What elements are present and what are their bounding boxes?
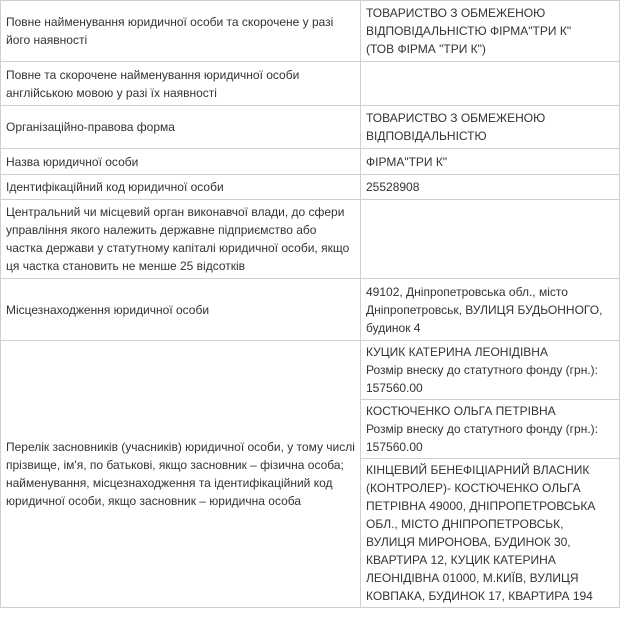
table-row	[1, 106, 620, 149]
address-value: 49102, Дніпропетровська обл., місто Дніпропетровськ, ВУЛИЦЯ БУДЬОННОГО, будинок 4	[361, 279, 620, 341]
table-row	[1, 1, 620, 62]
beneficiary-text: КІНЦЕВИЙ БЕНЕФІЦІАРНИЙ ВЛАСНИК (КОНТРОЛЕР)- КОСТЮЧЕНКО ОЛЬГА ПЕТРІВНА 49000, ДНІПРОПЕТРОВСЬКА ОБЛ., МІСТО ДНІПРОПЕТРОВСЬК, ВУЛИЦЯ МИРОНОВА, БУДИНОК 30, КВАРТИРА 12, КУЦИК КАТЕРИНА ЛЕОНІДІВНА 01000, М.КИЇВ, ВУЛИЦЯ КОВПАКА, БУДИНОК 17, КВАРТИРА 194	[366, 463, 596, 603]
table-row	[1, 279, 620, 341]
row-label: Назва юридичної особи	[1, 149, 361, 175]
row-label: Повне найменування юридичної особи та скорочене у разі його наявності	[1, 1, 361, 62]
entity-name-value: ФІРМА"ТРИ К"	[361, 149, 620, 175]
row-label: Ідентифікаційний код юридичної особи	[1, 175, 361, 200]
founder-name: КУЦИК КАТЕРИНА ЛЕОНІДІВНА	[366, 345, 548, 359]
full-name-value: ТОВАРИСТВО З ОБМЕЖЕНОЮ ВІДПОВІДАЛЬНІСТЮ ФІРМА"ТРИ К"	[366, 6, 572, 38]
row-label: Центральний чи місцевий орган виконавчої влади, до сфери управління якого належить державне підприємство або частка держави у статутному капіталі юридичної особи, якщо ця частка становить не менше 25 відсотків	[1, 200, 361, 279]
beneficiary-item	[361, 459, 619, 607]
row-value-empty	[361, 200, 620, 279]
row-value	[361, 1, 620, 62]
founder-item	[361, 341, 619, 400]
founder-name: КОСТЮЧЕНКО ОЛЬГА ПЕТРІВНА	[366, 404, 556, 418]
founder-contribution-label: Розмір внеску до статутного фонду (грн.):	[366, 363, 599, 377]
founders-label: Перелік засновників (учасників) юридичної особи, у тому числі прізвище, ім'я, по батькові, якщо засновник – фізична особа; найменування, місцезнаходження та ідентифікаційний код юридичної особи, якщо засновник – юридична особа	[1, 341, 361, 608]
row-label: Організаційно-правова форма	[1, 106, 361, 149]
founder-contribution-label: Розмір внеску до статутного фонду (грн.):	[366, 422, 599, 436]
row-label: Повне та скорочене найменування юридичної особи англійською мовою у разі їх наявності	[1, 62, 361, 106]
founder-contribution: 157560.00	[366, 381, 423, 395]
table-row	[1, 175, 620, 200]
table-row	[1, 200, 620, 279]
row-label: Місцезнаходження юридичної особи	[1, 279, 361, 341]
table-row	[1, 149, 620, 175]
id-code-value: 25528908	[361, 175, 620, 200]
table-row	[1, 62, 620, 106]
short-name-value: (ТОВ ФІРМА "ТРИ К")	[366, 42, 486, 56]
founder-item	[361, 400, 619, 459]
founders-list	[361, 341, 620, 608]
table-row	[1, 341, 620, 608]
founder-contribution: 157560.00	[366, 440, 423, 454]
row-value-empty	[361, 62, 620, 106]
legal-form-value: ТОВАРИСТВО З ОБМЕЖЕНОЮ ВІДПОВІДАЛЬНІСТЮ	[361, 106, 620, 149]
